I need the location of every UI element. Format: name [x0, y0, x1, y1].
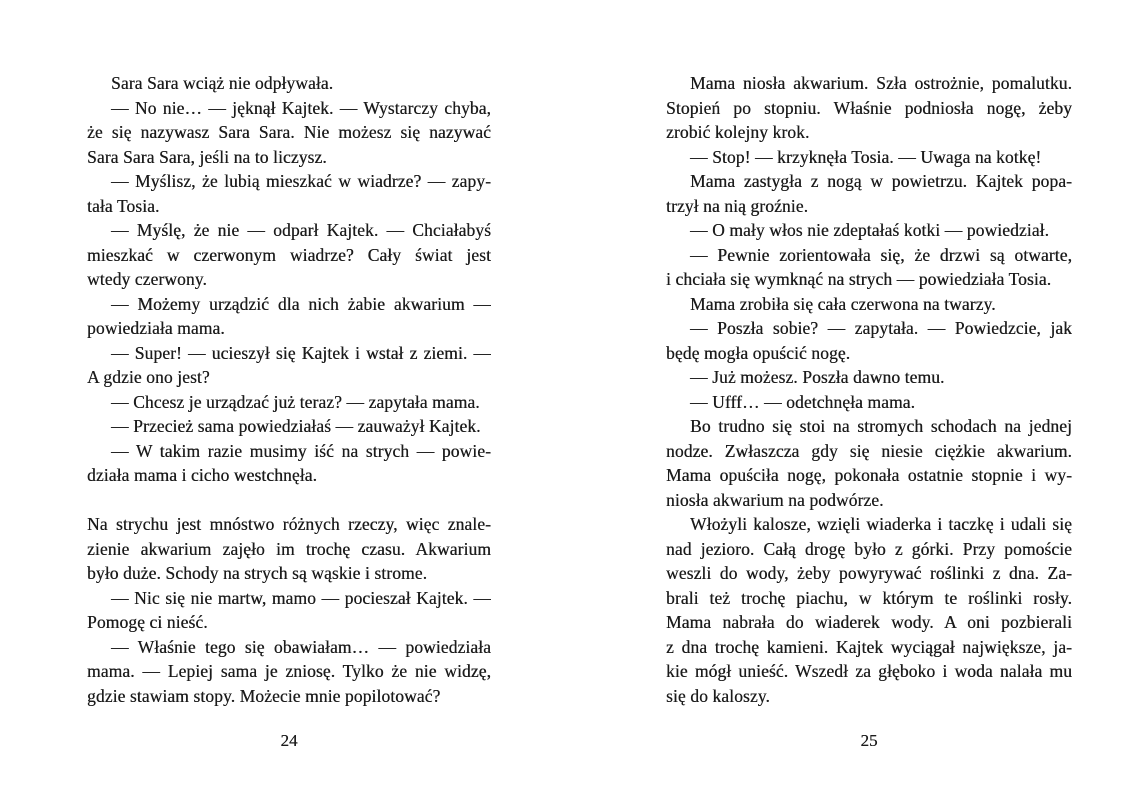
text-line: — Możemy urządzić dla nich żabie akwarium —: [111, 293, 491, 314]
right-page-number: 25: [860, 731, 878, 750]
paragraph: [87, 414, 491, 439]
text-line: Mama opuściła nogę, pokonała ostatnie stopnie i wy-: [666, 465, 1072, 485]
paragraph: [87, 218, 491, 292]
text-line: mama. — Lepiej sama je zniosę. Tylko że nie widzę,: [87, 661, 491, 681]
text-line: — Myślę, że nie — odparł Kajtek. — Chciałabyś: [111, 220, 491, 240]
text-line: — Super! — ucieszył się Kajtek i wstał z ziemi. —: [111, 342, 491, 363]
text-line: Pomogę ci nieść.: [87, 612, 208, 632]
text-line: będę mogła opuścić nogę.: [666, 342, 851, 363]
text-line: Sara Sara Sara, jeśli na to liczysz.: [87, 146, 327, 167]
text-line: że się nazywasz Sara Sara. Nie możesz się nazywać: [87, 122, 491, 142]
paragraph: [666, 512, 1072, 708]
paragraph: [666, 218, 1072, 243]
paragraph: [87, 390, 491, 415]
text-line: — Chcesz je urządzać już teraz? — zapytała mama.: [111, 391, 480, 412]
paragraph: [87, 635, 491, 709]
paragraph: [87, 586, 491, 635]
text-line: — Stop! — krzyknęła Tosia. — Uwaga na kotkę!: [690, 146, 1042, 167]
paragraph: [87, 96, 491, 170]
text-line: Bo trudno się stoi na stromych schodach na jednej: [690, 416, 1072, 436]
right-page-text: [666, 71, 1072, 708]
text-line: się do kaloszy.: [666, 685, 770, 706]
paragraph: [666, 292, 1072, 317]
paragraph: [666, 316, 1072, 365]
paragraph: [87, 341, 491, 390]
paragraph: [87, 512, 491, 586]
text-line: zienie akwarium zajęło im trochę czasu. Akwarium: [87, 538, 491, 559]
section-break: [87, 488, 491, 513]
text-line: Mama nabrała do wiaderek wody. A oni pozbierali: [666, 612, 1072, 632]
text-line: powiedziała mama.: [87, 318, 225, 338]
text-line: weszli do wody, żeby powyrywać roślinki z dna. Za-: [666, 563, 1072, 583]
text-line: — Pewnie zorientowała się, że drzwi są otwarte,: [690, 244, 1072, 265]
text-line: i chciała się wymknąć na strych — powiedziała Tosia.: [666, 269, 1052, 289]
paragraph: [666, 243, 1072, 292]
text-line: — Już możesz. Poszła dawno temu.: [690, 367, 945, 387]
text-line: tała Tosia.: [87, 195, 160, 216]
text-line: Stopień po stopniu. Właśnie podniosła nogę, żeby: [666, 97, 1072, 118]
paragraph: [666, 414, 1072, 512]
text-line: — Myślisz, że lubią mieszkać w wiadrze? — zapy-: [111, 171, 491, 191]
text-line: nad jezioro. Całą drogę było z górki. Przy pomoście: [666, 538, 1072, 559]
text-line: zrobić kolejny krok.: [666, 122, 810, 142]
paragraph: [87, 71, 491, 96]
text-line: — W takim razie musimy iść na strych — powie-: [111, 440, 491, 461]
text-line: — Właśnie tego się obawiałam… — powiedziała: [111, 636, 491, 657]
left-page-text: [87, 71, 491, 708]
text-line: Włożyli kalosze, wzięli wiaderka i taczkę i udali się: [690, 514, 1072, 534]
text-line: niosła akwarium na podwórze.: [666, 489, 884, 510]
text-line: — No nie… — jęknął Kajtek. — Wystarczy chyba,: [111, 97, 491, 118]
text-line: brali też trochę piachu, w którym te roślinki rosły.: [666, 587, 1072, 608]
text-line: Sara Sara wciąż nie odpływała.: [111, 73, 334, 93]
paragraph: [666, 390, 1072, 415]
paragraph: [87, 169, 491, 218]
text-line: z dna trochę kamieni. Kajtek wyciągał największe, ja-: [666, 636, 1072, 657]
text-line: trzył na nią groźnie.: [666, 195, 809, 216]
text-line: nodze. Zwłaszcza gdy się niesie ciężkie akwarium.: [666, 440, 1072, 461]
paragraph: [666, 365, 1072, 390]
text-line: gdzie stawiam stopy. Możecie mnie popilotować?: [87, 685, 441, 706]
text-line: Mama zrobiła się cała czerwona na twarzy.: [690, 293, 996, 314]
text-line: kie mógł unieść. Wszedł za głęboko i woda nalała mu: [666, 661, 1072, 681]
left-page-number: 24: [280, 731, 298, 750]
text-line: — Przecież sama powiedziałaś — zauważył Kajtek.: [111, 416, 481, 436]
paragraph: [666, 169, 1072, 218]
text-line: Mama zastygła z nogą w powietrzu. Kajtek popa-: [690, 171, 1072, 191]
paragraph: [666, 71, 1072, 145]
paragraph: [87, 439, 491, 488]
text-line: mieszkać w czerwonym wiadrze? Cały świat jest: [87, 244, 491, 265]
text-line: — Nic się nie martw, mamo — pocieszał Kajtek. —: [111, 587, 491, 608]
text-line: działa mama i cicho westchnęła.: [87, 465, 318, 485]
paragraph: [87, 292, 491, 341]
text-line: było duże. Schody na strych są wąskie i strome.: [87, 563, 428, 583]
text-line: Mama niosła akwarium. Szła ostrożnie, pomalutku.: [690, 73, 1072, 93]
paragraph: [666, 145, 1072, 170]
text-line: A gdzie ono jest?: [87, 367, 210, 387]
text-line: wtedy czerwony.: [87, 269, 207, 289]
text-line: — Ufff… — odetchnęła mama.: [690, 391, 916, 412]
text-line: Na strychu jest mnóstwo różnych rzeczy, więc znale-: [87, 514, 491, 534]
text-line: — Poszła sobie? — zapytała. — Powiedzcie, jak: [690, 318, 1072, 338]
text-line: — O mały włos nie zdeptałaś kotki — powiedział.: [690, 220, 1049, 240]
